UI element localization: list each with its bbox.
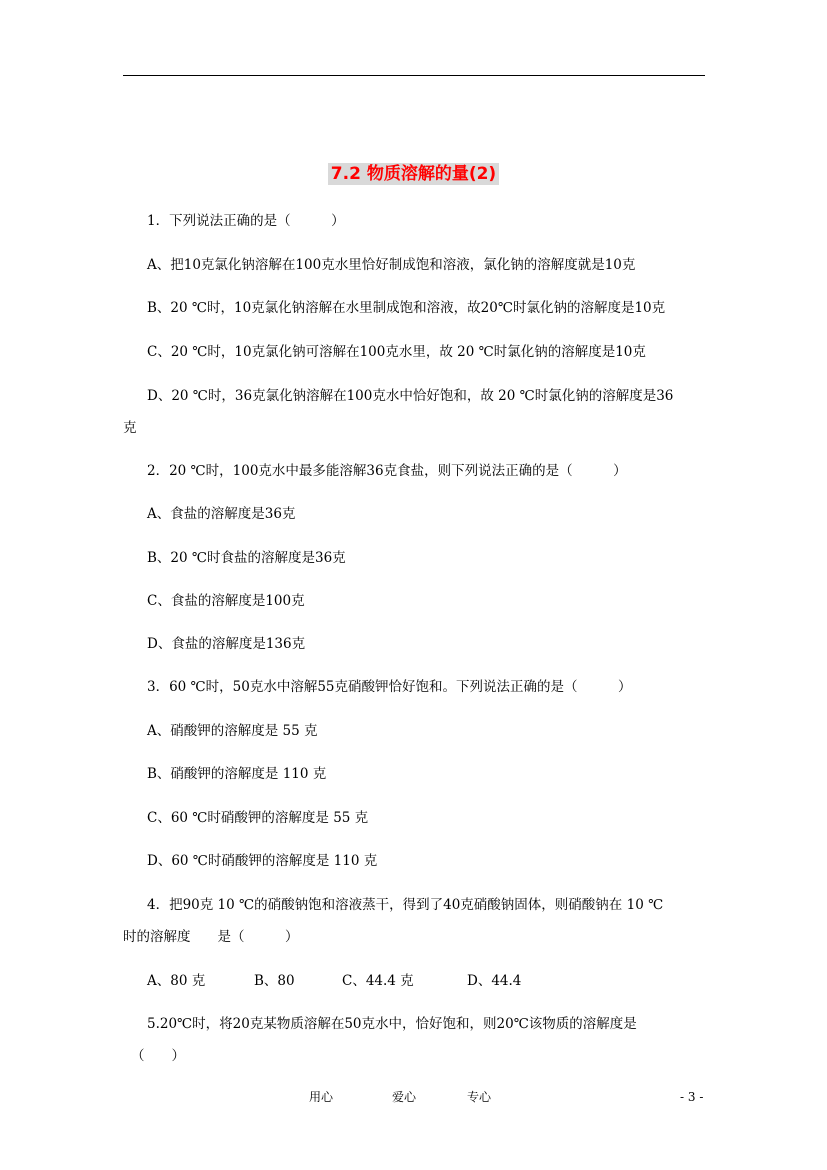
question-3-option-a: A、硝酸钾的溶解度是 55 克: [147, 723, 318, 739]
footer-item-aixin: 爱心: [392, 1090, 417, 1104]
question-1-stem: 1．下列说法正确的是（ ）: [147, 213, 345, 229]
question-4-option-d: D、44.4: [467, 973, 522, 989]
footer-item-yongxin: 用心: [309, 1090, 334, 1104]
question-1-option-d-wrap: 克: [123, 420, 137, 436]
question-4-option-c: C、44.4 克: [342, 973, 414, 989]
question-1-option-b: B、20 ℃时，10克氯化钠溶解在水里制成饱和溶液，故20℃时氯化钠的溶解度是10克: [147, 300, 666, 316]
question-2-stem: 2．20 ℃时，100克水中最多能溶解36克食盐，则下列说法正确的是（ ）: [147, 463, 627, 479]
question-1-option-d: D、20 ℃时，36克氯化钠溶解在100克水中恰好饱和，故 20 ℃时氯化钠的溶解度是36: [147, 388, 674, 404]
question-4-stem-wrap: 时的溶解度 是（ ）: [123, 929, 299, 945]
question-2-option-a: A、食盐的溶解度是36克: [147, 506, 296, 522]
question-3-option-b: B、硝酸钾的溶解度是 110 克: [147, 766, 327, 782]
question-3-option-d: D、60 ℃时硝酸钾的溶解度是 110 克: [147, 853, 378, 869]
footer-item-zhuanxin: 专心: [467, 1090, 492, 1104]
question-3-stem: 3．60 ℃时，50克水中溶解55克硝酸钾恰好饱和。下列说法正确的是（ ）: [147, 679, 632, 695]
question-3-option-c: C、60 ℃时硝酸钾的溶解度是 55 克: [147, 810, 369, 826]
question-1-option-a: A、把10克氯化钠溶解在100克水里恰好制成饱和溶液，氯化钠的溶解度就是10克: [147, 257, 636, 273]
question-4-stem: 4．把90克 10 ℃的硝酸钠饱和溶液蒸干，得到了40克硝酸钠固体，则硝酸钠在 10 ℃: [147, 897, 664, 913]
question-2-option-c: C、食盐的溶解度是100克: [147, 593, 305, 609]
question-4-option-a: A、80 克: [147, 973, 206, 989]
question-1-option-c: C、20 ℃时，10克氯化钠可溶解在100克水里，故 20 ℃时氯化钠的溶解度是10克: [147, 344, 646, 360]
question-5-stem: 5.20℃时，将20克某物质溶解在50克水中，恰好饱和，则20℃该物质的溶解度是: [147, 1016, 637, 1032]
question-4-option-b: B、80: [254, 973, 295, 989]
question-2-option-b: B、20 ℃时食盐的溶解度是36克: [147, 550, 346, 566]
header-rule: [123, 75, 705, 76]
question-2-option-d: D、食盐的溶解度是136克: [147, 636, 306, 652]
question-5-stem-wrap: （ ）: [131, 1048, 185, 1064]
page-title: 7.2 物质溶解的量(2): [0, 162, 827, 186]
page-number: - 3 -: [680, 1090, 704, 1104]
